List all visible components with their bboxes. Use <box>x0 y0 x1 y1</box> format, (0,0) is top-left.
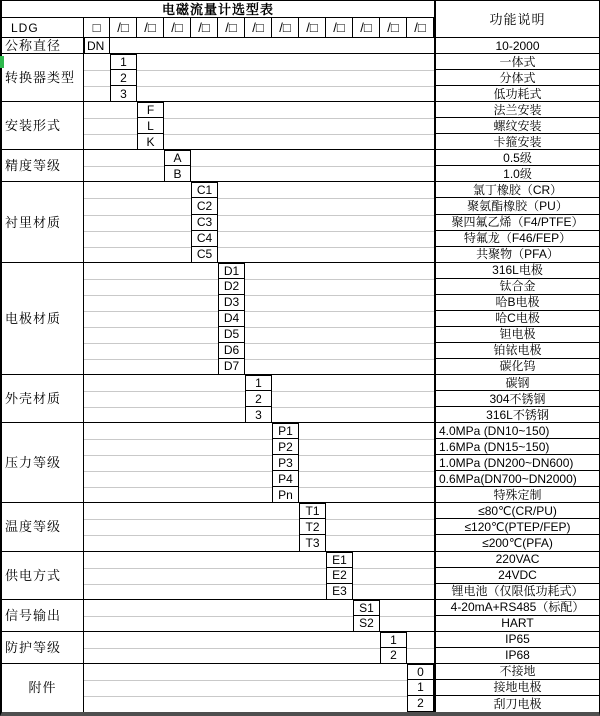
desc-cell: 碳化钨 <box>434 359 599 375</box>
filler-cell <box>84 455 272 471</box>
code-cell: K <box>137 134 164 150</box>
filler-cell <box>84 166 164 182</box>
filler-cell <box>272 407 434 423</box>
desc-cell: 一体式 <box>434 54 599 70</box>
desc-cell: 10-2000 <box>434 38 599 54</box>
desc-cell: 特殊定制 <box>434 487 599 503</box>
filler-cell <box>84 664 407 680</box>
filler-cell <box>110 38 434 54</box>
filler-cell <box>84 503 299 519</box>
desc-cell: 分体式 <box>434 70 599 86</box>
code-cell: C4 <box>191 231 218 247</box>
desc-cell: IP68 <box>434 648 599 664</box>
desc-cell: ≤120℃(PTEP/FEP) <box>434 519 599 535</box>
desc-cell: 特氟龙（F46/FEP） <box>434 231 599 247</box>
desc-cell: 316L不锈钢 <box>434 407 599 423</box>
filler-cell <box>84 423 272 439</box>
code-cell: D7 <box>218 359 245 375</box>
filler-cell <box>353 568 434 584</box>
filler-cell <box>164 102 434 118</box>
filler-cell <box>245 263 434 279</box>
group-label: 防护等级 <box>2 632 84 664</box>
desc-cell: 1.0MPa (DN200~DN600) <box>434 455 599 471</box>
filler-cell <box>84 407 245 423</box>
filler-cell <box>299 455 434 471</box>
desc-cell: 钽电极 <box>434 327 599 343</box>
filler-cell <box>245 311 434 327</box>
code-cell: T3 <box>299 535 326 551</box>
desc-cell: HART <box>434 616 599 632</box>
desc-cell: 碳钢 <box>434 375 599 391</box>
group-label: 衬里材质 <box>2 182 84 262</box>
filler-cell <box>137 54 434 70</box>
desc-cell: 法兰安装 <box>434 102 599 118</box>
filler-cell <box>137 86 434 102</box>
filler-cell <box>84 327 218 343</box>
desc-cell: 卡箍安装 <box>434 134 599 150</box>
filler-cell <box>84 648 380 664</box>
group-label: 附件 <box>2 664 84 712</box>
filler-cell <box>84 696 407 712</box>
desc-cell: 1.0级 <box>434 166 599 182</box>
desc-cell: 共聚物（PFA） <box>434 247 599 263</box>
model-slot-cell: /□ <box>299 18 326 38</box>
filler-cell <box>84 632 380 648</box>
model-slot-cell: /□ <box>353 18 380 38</box>
filler-cell <box>164 134 434 150</box>
model-slot-cell: /□ <box>110 18 137 38</box>
filler-cell <box>299 439 434 455</box>
filler-cell <box>84 70 110 86</box>
model-slot-cell: /□ <box>218 18 245 38</box>
code-cell: P3 <box>272 455 299 471</box>
filler-cell <box>84 680 407 696</box>
group-label: 电极材质 <box>2 263 84 375</box>
desc-cell: 不接地 <box>434 664 599 680</box>
desc-cell: 低功耗式 <box>434 86 599 102</box>
desc-cell: 1.6MPa (DN15~150) <box>434 439 599 455</box>
filler-cell <box>84 568 326 584</box>
filler-cell <box>326 519 434 535</box>
filler-cell <box>84 487 272 503</box>
code-cell: 1 <box>380 632 407 648</box>
filler-cell <box>84 134 137 150</box>
code-cell: T1 <box>299 503 326 519</box>
filler-cell <box>84 519 299 535</box>
code-cell: C3 <box>191 215 218 231</box>
model-slot-cell: /□ <box>380 18 407 38</box>
code-cell: C2 <box>191 198 218 214</box>
code-cell: DN <box>84 38 110 54</box>
code-cell: D3 <box>218 295 245 311</box>
group-label: 信号输出 <box>2 600 84 632</box>
filler-cell <box>380 600 434 616</box>
group-label: 温度等级 <box>2 503 84 551</box>
filler-cell <box>299 487 434 503</box>
group-label: 压力等级 <box>2 423 84 503</box>
group-label: 外壳材质 <box>2 375 84 423</box>
code-cell: D1 <box>218 263 245 279</box>
desc-cell: 4.0MPa (DN10~150) <box>434 423 599 439</box>
filler-cell <box>84 391 245 407</box>
filler-cell <box>84 231 191 247</box>
filler-cell <box>407 648 434 664</box>
filler-cell <box>299 423 434 439</box>
desc-cell: 刮刀电极 <box>434 696 599 712</box>
filler-cell <box>84 471 272 487</box>
filler-cell <box>164 118 434 134</box>
filler-cell <box>84 535 299 551</box>
code-cell: B <box>164 166 191 182</box>
filler-cell <box>326 535 434 551</box>
filler-cell <box>84 343 218 359</box>
filler-cell <box>326 503 434 519</box>
model-slot-cell: /□ <box>272 18 299 38</box>
code-cell: 1 <box>245 375 272 391</box>
model-slot-cell: /□ <box>407 18 434 38</box>
code-cell: Pn <box>272 487 299 503</box>
code-cell: P2 <box>272 439 299 455</box>
filler-cell <box>218 182 434 198</box>
filler-cell <box>84 102 137 118</box>
filler-cell <box>84 552 326 568</box>
filler-cell <box>84 54 110 70</box>
filler-cell <box>245 343 434 359</box>
filler-cell <box>299 471 434 487</box>
desc-cell: ≤80℃(CR/PU) <box>434 503 599 519</box>
desc-cell: 铂铱电极 <box>434 343 599 359</box>
filler-cell <box>84 600 353 616</box>
code-cell: 2 <box>245 391 272 407</box>
desc-cell: 接地电极 <box>434 680 599 696</box>
desc-cell: 哈C电极 <box>434 311 599 327</box>
code-cell: 0 <box>407 664 434 680</box>
filler-cell <box>380 616 434 632</box>
filler-cell <box>218 247 434 263</box>
function-description-header: 功能说明 <box>434 1 599 38</box>
code-cell: P1 <box>272 423 299 439</box>
filler-cell <box>272 375 434 391</box>
filler-cell <box>137 70 434 86</box>
code-cell: E2 <box>326 568 353 584</box>
filler-cell <box>84 182 191 198</box>
code-cell: E1 <box>326 552 353 568</box>
model-first-box-cell: □ <box>84 18 110 38</box>
filler-cell <box>84 279 218 295</box>
code-cell: L <box>137 118 164 134</box>
code-cell: F <box>137 102 164 118</box>
filler-cell <box>191 150 434 166</box>
model-slot-cell: /□ <box>245 18 272 38</box>
code-cell: 2 <box>380 648 407 664</box>
filler-cell <box>84 375 245 391</box>
code-cell: D5 <box>218 327 245 343</box>
desc-cell: ≤200℃(PFA) <box>434 535 599 551</box>
desc-cell: 聚四氟乙烯（F4/PTFE） <box>434 215 599 231</box>
filler-cell <box>353 584 434 600</box>
desc-cell: 氯丁橡胶（CR） <box>434 182 599 198</box>
desc-cell: 哈B电极 <box>434 295 599 311</box>
desc-cell: 304不锈钢 <box>434 391 599 407</box>
code-cell: S2 <box>353 616 380 632</box>
code-cell: D2 <box>218 279 245 295</box>
desc-cell: 4-20mA+RS485（标配） <box>434 600 599 616</box>
filler-cell <box>84 311 218 327</box>
group-label: 公称直径 <box>2 38 84 54</box>
code-cell: 1 <box>110 54 137 70</box>
desc-cell: 220VAC <box>434 552 599 568</box>
code-cell: C1 <box>191 182 218 198</box>
filler-cell <box>84 118 137 134</box>
code-cell: D6 <box>218 343 245 359</box>
filler-cell <box>84 86 110 102</box>
code-cell: C5 <box>191 247 218 263</box>
desc-cell: 聚氨酯橡胶（PU） <box>434 198 599 214</box>
model-slot-cell: /□ <box>164 18 191 38</box>
code-cell: 3 <box>245 407 272 423</box>
table-title: 电磁流量计选型表 <box>2 1 434 18</box>
code-cell: T2 <box>299 519 326 535</box>
filler-cell <box>84 616 353 632</box>
filler-cell <box>84 215 191 231</box>
scan-artifact <box>0 56 4 68</box>
filler-cell <box>84 439 272 455</box>
code-cell: 2 <box>407 696 434 712</box>
model-slot-cell: /□ <box>137 18 164 38</box>
filler-cell <box>245 359 434 375</box>
code-cell: S1 <box>353 600 380 616</box>
code-cell: D4 <box>218 311 245 327</box>
code-cell: 1 <box>407 680 434 696</box>
filler-cell <box>84 198 191 214</box>
desc-cell: 0.6MPa(DN700~DN2000) <box>434 471 599 487</box>
group-label: 精度等级 <box>2 150 84 182</box>
filler-cell <box>218 231 434 247</box>
group-label: 安装形式 <box>2 102 84 150</box>
code-cell: P4 <box>272 471 299 487</box>
filler-cell <box>272 391 434 407</box>
model-slot-cell: /□ <box>326 18 353 38</box>
filler-cell <box>84 584 326 600</box>
filler-cell <box>245 295 434 311</box>
filler-cell <box>84 359 218 375</box>
desc-cell: 螺纹安装 <box>434 118 599 134</box>
model-slot-cell: /□ <box>191 18 218 38</box>
model-prefix-cell: LDG <box>2 18 84 38</box>
desc-cell: 钛合金 <box>434 279 599 295</box>
desc-cell: 316L电极 <box>434 263 599 279</box>
code-cell: E3 <box>326 584 353 600</box>
code-cell: 3 <box>110 86 137 102</box>
filler-cell <box>84 247 191 263</box>
filler-cell <box>407 632 434 648</box>
filler-cell <box>191 166 434 182</box>
desc-cell: 24VDC <box>434 568 599 584</box>
group-label: 供电方式 <box>2 552 84 600</box>
filler-cell <box>245 279 434 295</box>
code-cell: A <box>164 150 191 166</box>
filler-cell <box>84 263 218 279</box>
filler-cell <box>245 327 434 343</box>
filler-cell <box>218 215 434 231</box>
code-cell: 2 <box>110 70 137 86</box>
filler-cell <box>84 150 164 166</box>
filler-cell <box>218 198 434 214</box>
filler-cell <box>84 295 218 311</box>
desc-cell: 0.5级 <box>434 150 599 166</box>
filler-cell <box>353 552 434 568</box>
desc-cell: 锂电池（仅限低功耗式） <box>434 584 599 600</box>
desc-cell: IP65 <box>434 632 599 648</box>
group-label: 转换器类型 <box>2 54 84 102</box>
